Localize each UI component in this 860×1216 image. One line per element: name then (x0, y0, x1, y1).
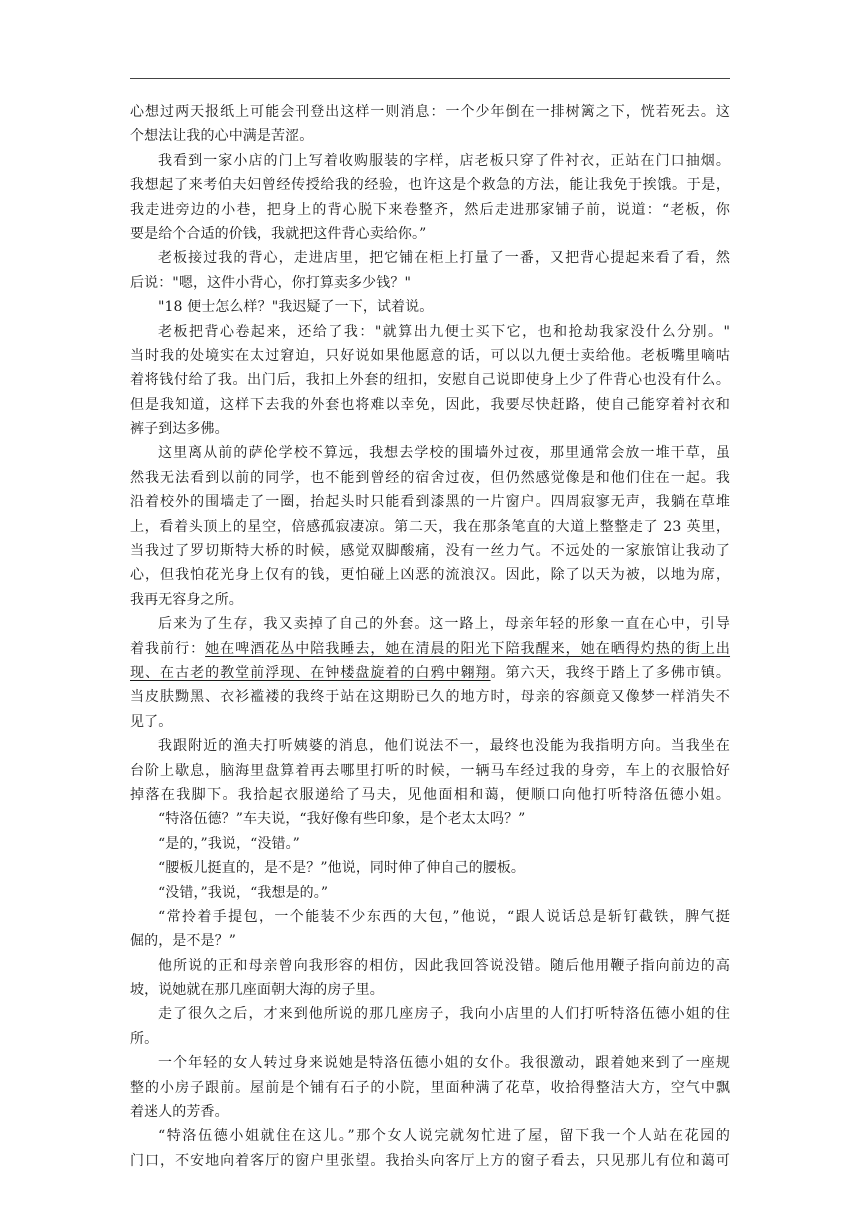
text-line: 坡，说她就在那几座面朝大海的房子里。 (130, 982, 384, 999)
text-line: 沿着校外的围墙走了一圈，抬起头时只能看到漆黑的一片窗户。四周寂寥无声，我躺在草堆 (130, 494, 730, 511)
text-line (130, 661, 730, 685)
text-line: 我想起了来考伯夫妇曾经传授给我的经验，也许这是个救急的方法，能让我免于挨饿。于是， (130, 177, 730, 194)
text-line: “是的，”我说，“没错。” (158, 835, 300, 852)
text-line: 掉落在我脚下。我拾起衣服递给了马夫，见他面相和蔼，便顺口向他打听特洛伍德小姐。 (130, 786, 730, 803)
text-line: 要是给个合适的价钱，我就把这件背心卖给你。” (130, 225, 427, 242)
text-line: 着将钱付给了我。出门后，我扣上外套的纽扣，安慰自己说即使身上少了件背心也没有什么。 (130, 372, 730, 389)
text-line: 我再无容身之所。 (130, 591, 243, 608)
text-line: 当我过了罗切斯特大桥的时候，感觉双脚酸痛，没有一丝力气。不远处的一家旅馆让我动了 (130, 543, 730, 560)
text-line: 但是我知道，这样下去我的外套也将难以幸免，因此，我要尽快赶路，使自己能穿着衬衣和 (130, 396, 730, 413)
text-line: "18 便士怎么样？"我迟疑了一下，试着说。 (158, 299, 434, 316)
text-line: 见了。 (130, 713, 173, 730)
text-line: 心，但我怕花光身上仅有的钱，更怕碰上凶恶的流浪汉。因此，除了以天为被，以地为席， (130, 567, 730, 584)
text-line: “特洛伍德？”车夫说，“我好像有些印象，是个老太太吗？” (158, 811, 526, 828)
text-line: “没错，”我说，“我想是的。” (158, 884, 329, 901)
text-line: 后说："嗯，这件小背心，你打算卖多少钱？" (130, 274, 411, 291)
text-run: 。第六天，我终于踏上了多佛市镇。 (490, 664, 730, 681)
text-line: 老板接过我的背心，走进店里，把它铺在柜上打量了一番，又把背心提起来看了看，然 (158, 250, 730, 267)
text-line: 门口，不安地向着客厅的窗户里张望。我抬头向客厅上方的窗子看去，只见那儿有位和蔼可 (130, 1152, 730, 1169)
text-line: 个想法让我的心中满是苦涩。 (130, 128, 314, 145)
text-line: 裤子到达多佛。 (130, 421, 229, 438)
document-body (130, 100, 730, 1173)
text-line: 我走进旁边的小巷，把身上的背心脱下来卷整齐，然后走进那家铺子前，说道：“老板，你 (130, 201, 730, 218)
text-line: 我跟附近的渔夫打听姨婆的消息，他们说法不一，最终也没能为我指明方向。当我坐在 (158, 738, 730, 755)
text-line: “常拎着手提包，一个能装不少东西的大包，”他说，“跟人说话总是斩钉截铁，脾气挺 (158, 908, 730, 925)
text-line: “特洛伍德小姐就住在这儿。”那个女人说完就匆忙进了屋，留下我一个人站在花园的 (158, 1128, 730, 1145)
text-line: 倔的，是不是？” (130, 933, 236, 950)
text-line: 整的小房子跟前。屋前是个铺有石子的小院，里面种满了花草，收拾得整洁大方，空气中飘 (130, 1079, 730, 1096)
text-line: 我看到一家小店的门上写着收购服装的字样，店老板只穿了件衬衣，正站在门口抽烟。 (158, 152, 730, 169)
text-line: 老板把背心卷起来，还给了我："就算出九便士买下它，也和抢劫我家没什么分别。" (158, 323, 730, 340)
text-line (130, 637, 730, 661)
underlined-text: 她在啤酒花丛中陪我睡去，她在清晨的阳光下陪我醒来，她在晒得灼热的街上出 (205, 640, 731, 657)
text-line: 上，看着头顶上的星空，倍感孤寂凄凉。第二天，我在那条笔直的大道上整整走了 23 英里， (130, 518, 730, 535)
text-run: 着我前行： (130, 640, 206, 657)
text-line: 这里离从前的萨伦学校不算远，我想去学校的围墙外过夜，那里通常会放一堆干草，虽 (158, 445, 730, 462)
text-line: 一个年轻的女人转过身来说她是特洛伍德小姐的女仆。我很激动，跟着她来到了一座规 (158, 1055, 730, 1072)
text-line: 走了很久之后，才来到他所说的那几座房子，我向小店里的人们打听特洛伍德小姐的住 (158, 1006, 730, 1023)
underlined-text: 现、在古老的教堂前浮现、在钟楼盘旋着的白鸦中翱翔 (130, 664, 491, 681)
text-line: 他所说的正和母亲曾向我形容的相仿，因此我回答说没错。随后他用鞭子指向前边的高 (158, 957, 730, 974)
text-line: 当时我的处境实在太过窘迫，只好说如果他愿意的话，可以以九便士卖给他。老板嘴里嘀咕 (130, 347, 730, 364)
text-line: 当皮肤黝黑、衣衫褴褛的我终于站在这期盼已久的地方时，母亲的容颜竟又像梦一样消失不 (130, 689, 730, 706)
text-line: 台阶上歇息，脑海里盘算着再去哪里打听的时候，一辆马车经过我的身旁，车上的衣服恰好 (130, 762, 730, 779)
text-line: 所。 (130, 1030, 159, 1047)
text-line: 后来为了生存，我又卖掉了自己的外套。这一路上，母亲年轻的形象一直在心中，引导 (158, 616, 730, 633)
text-line: 然我无法看到以前的同学，也不能到曾经的宿舍过夜，但仍然感觉像是和他们住在一起。我 (130, 469, 730, 486)
text-line: 着迷人的芳香。 (130, 1104, 229, 1121)
header-rule (130, 78, 730, 79)
text-line: 心想过两天报纸上可能会刊登出这样一则消息：一个少年倒在一排树篱之下，恍若死去。这 (130, 104, 730, 120)
text-line: “腰板儿挺直的，是不是？”他说，同时伸了伸自己的腰板。 (158, 860, 526, 877)
